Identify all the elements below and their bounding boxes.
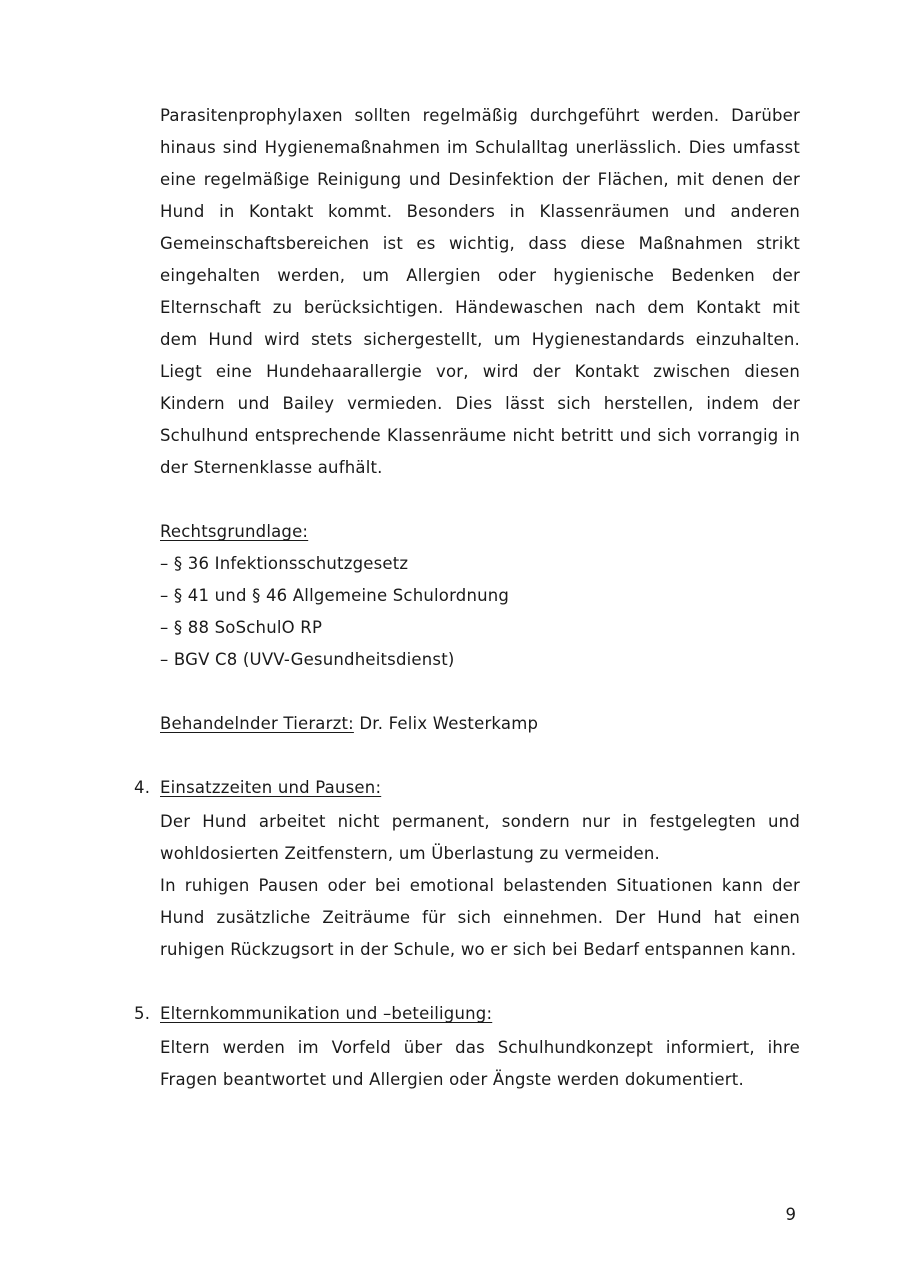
section-4-heading: Einsatzzeiten und Pausen: xyxy=(160,778,382,797)
document-body xyxy=(134,100,800,1096)
section-4 xyxy=(134,772,800,966)
veterinarian-name: Dr. Felix Westerkamp xyxy=(353,714,539,733)
legal-item: – § 41 und § 46 Allgemeine Schulordnung xyxy=(160,586,510,605)
legal-basis-heading: Rechtsgrundlage: xyxy=(160,522,309,541)
legal-item: – § 88 SoSchulO RP xyxy=(160,618,323,637)
legal-item: – BGV C8 (UVV-Gesundheitsdienst) xyxy=(160,650,455,669)
veterinarian-line xyxy=(160,708,800,740)
section-5-paragraph: Eltern werden im Vorfeld über das Schulhundkonzept informiert, ihre Fragen beantwortet und Allergien oder Ängste werden dokumentiert. xyxy=(160,1038,800,1089)
intro-paragraph: Parasitenprophylaxen sollten regelmäßig durchgeführt werden. Darüber hinaus sind Hygienemaßnahmen im Schulalltag unerlässlich. Dies umfasst eine regelmäßige Reinigung und Desinfektion der Flächen, mit denen der Hund in Kontakt kommt. Besonders in Klassenräumen und anderen Gemeinschaftsbereichen ist es wichtig, dass diese Maßnahmen strikt eingehalten werden, um Allergien oder hygienische Bedenken der Elternschaft zu berücksichtigen. Händewaschen nach dem Kontakt mit dem Hund wird stets sichergestellt, um Hygienestandards einzuhalten. Liegt eine Hundehaarallergie vor, wird der Kontakt zwischen diesen Kindern und Bailey vermieden. Dies lässt sich herstellen, indem der Schulhund entsprechende Klassenräume nicht betritt und sich vorrangig in der Sternenklasse aufhält. xyxy=(160,106,800,477)
legal-basis-list xyxy=(160,548,800,676)
section-5 xyxy=(134,998,800,1096)
legal-basis-heading-line xyxy=(160,516,800,548)
section-5-heading: Elternkommunikation und –beteiligung: xyxy=(160,1004,493,1023)
section-4-paragraph: Der Hund arbeitet nicht permanent, sondern nur in festgelegten und wohldosierten Zeitfenstern, um Überlastung zu vermeiden. xyxy=(160,812,800,863)
section-4-number: 4. xyxy=(134,778,151,797)
section-4-paragraph: In ruhigen Pausen oder bei emotional belastenden Situationen kann der Hund zusätzliche Zeiträume für sich einnehmen. Der Hund hat einen ruhigen Rückzugsort in der Schule, wo er sich bei Bedarf entspannen kann. xyxy=(160,876,800,959)
page-number: 9 xyxy=(785,1205,796,1224)
legal-item: – § 36 Infektionsschutzgesetz xyxy=(160,554,409,573)
section-5-number: 5. xyxy=(134,1004,151,1023)
veterinarian-label: Behandelnder Tierarzt: xyxy=(160,714,354,733)
